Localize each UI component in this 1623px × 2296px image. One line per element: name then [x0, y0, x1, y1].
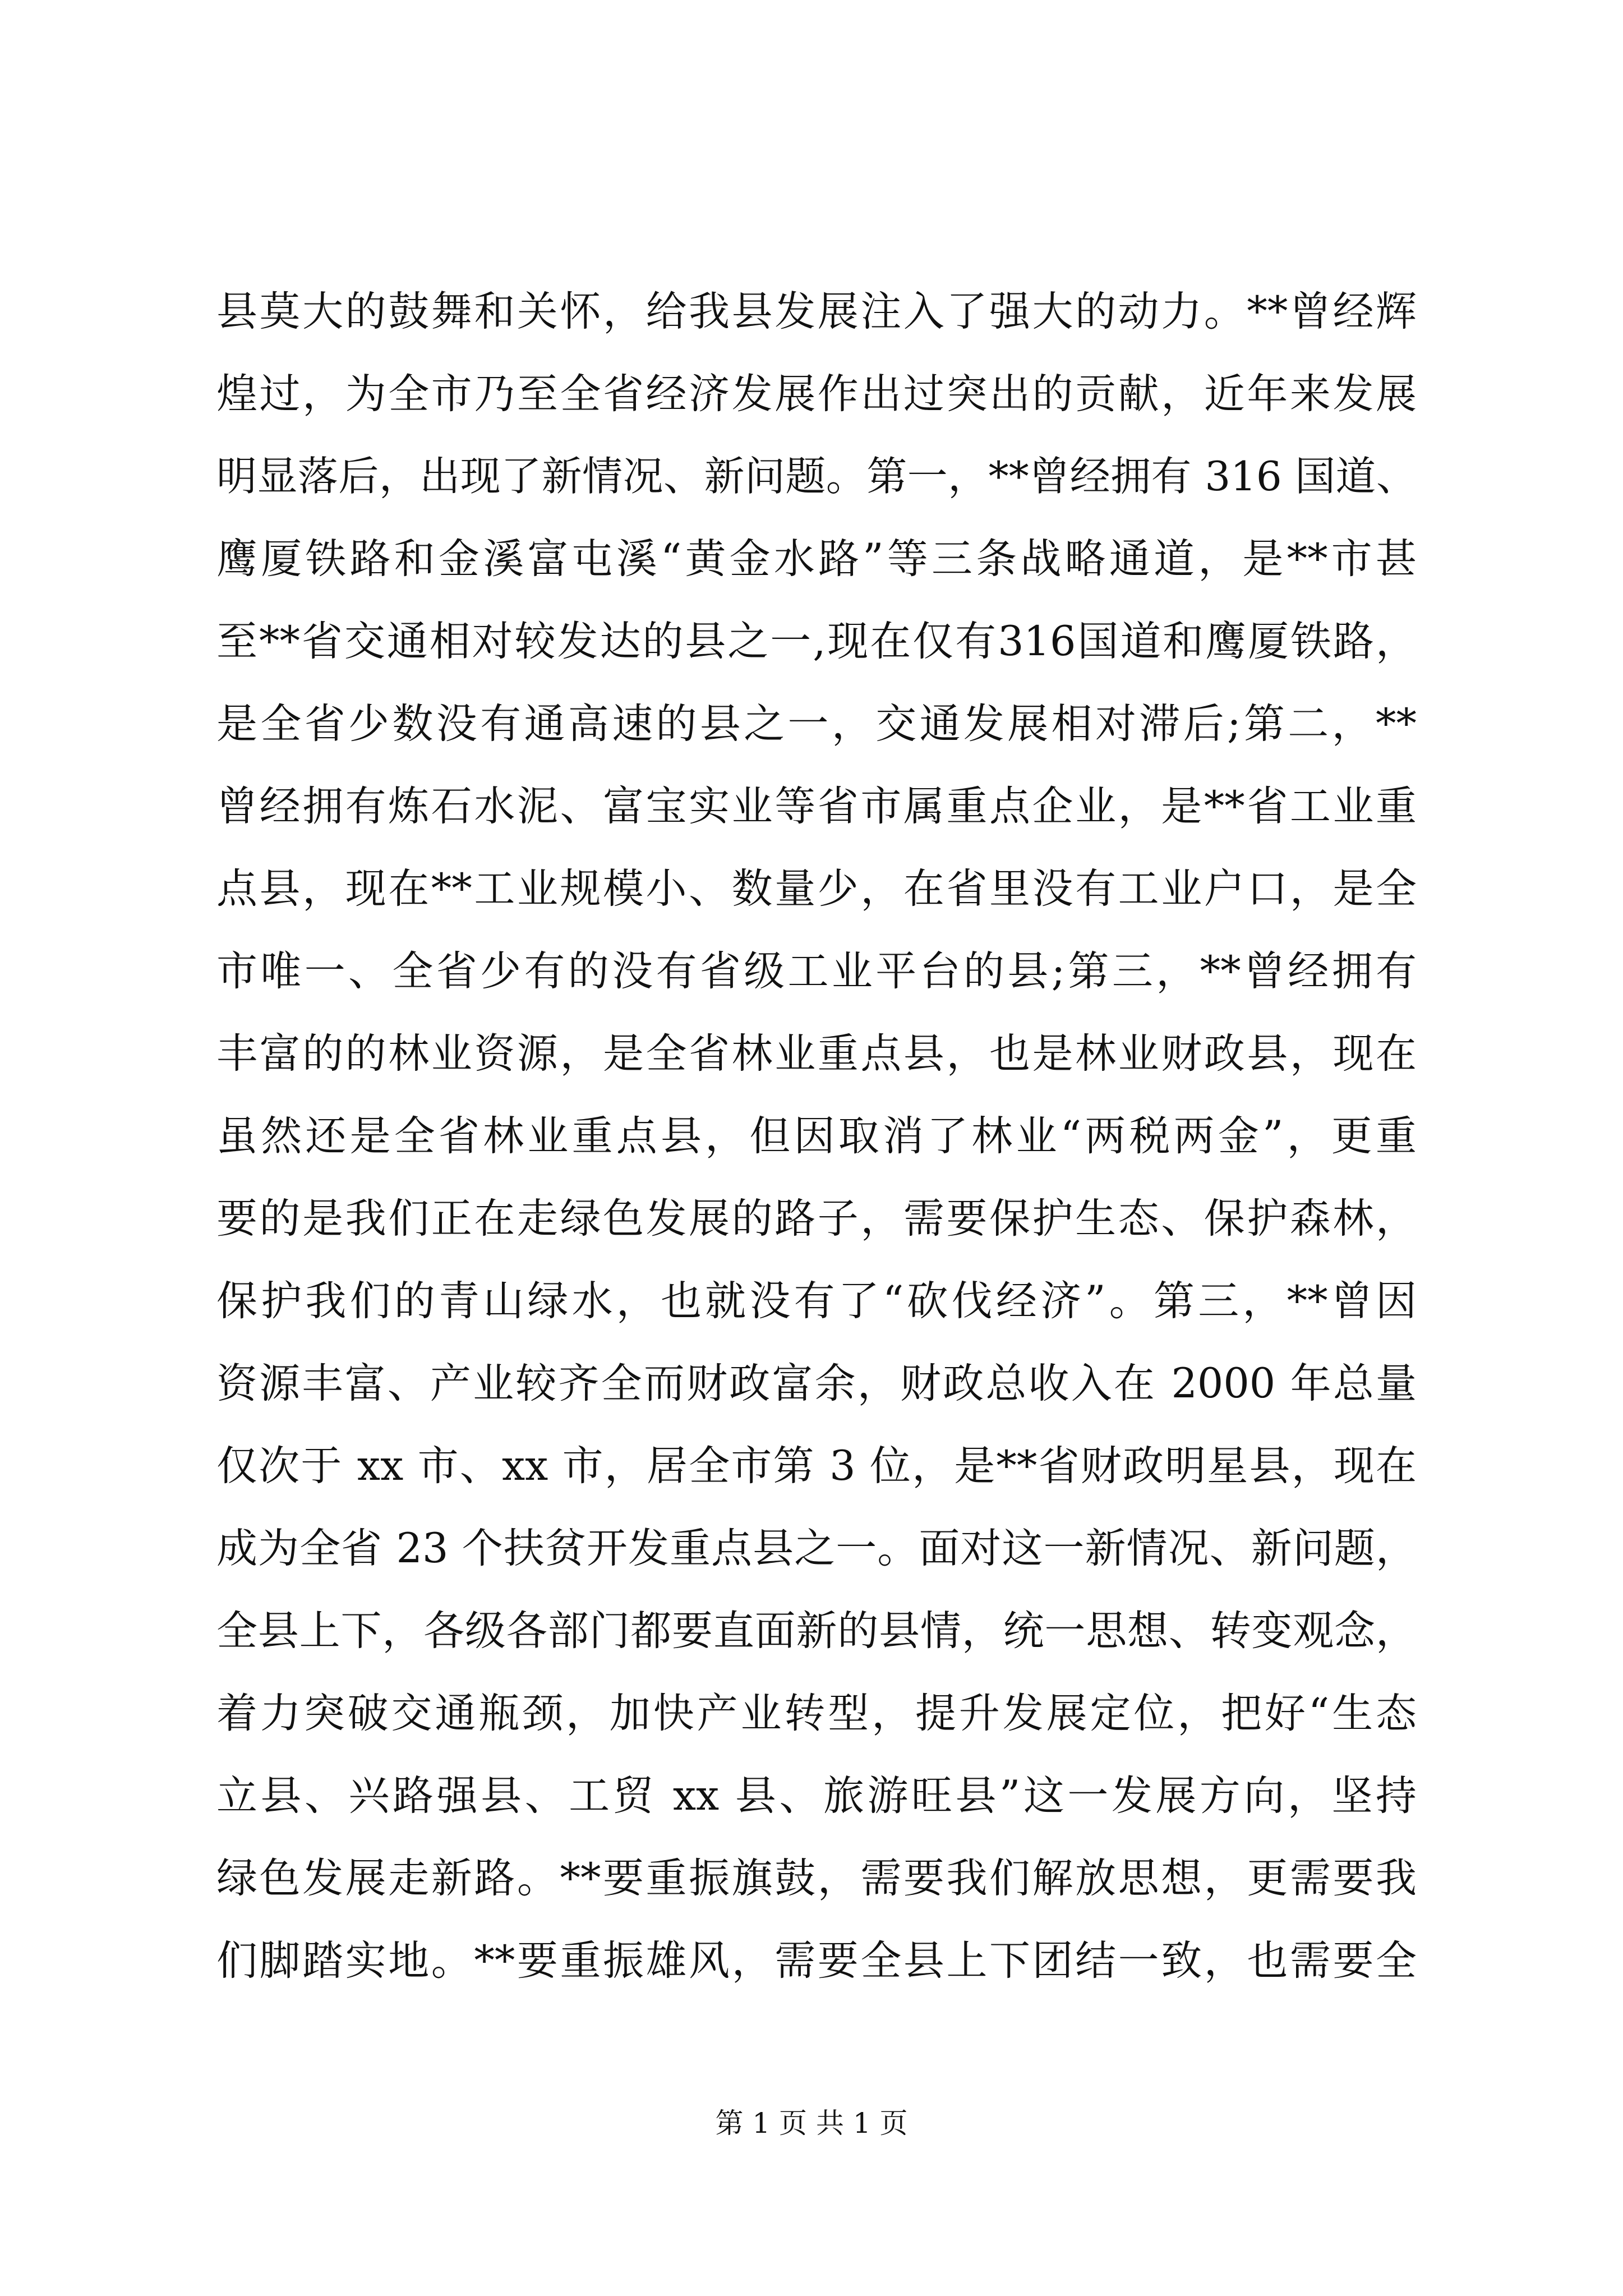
text-line: 煌过，为全市乃至全省经济发展作出过突出的贡献，近年来发展: [216, 370, 1417, 418]
text-line: 虽然还是全省林业重点县，但因取消了林业“两税两金”，更重: [216, 1112, 1417, 1160]
text-line: 是全省少数没有通高速的县之一，交通发展相对滞后;第二，**: [216, 700, 1417, 748]
text-line: 保护我们的青山绿水，也就没有了“砍伐经济”。第三，**曾因: [216, 1277, 1417, 1325]
text-line: 立县、兴路强县、工贸 xx 县、旅游旺县”这一发展方向，坚持: [216, 1772, 1417, 1820]
text-line: 县莫大的鼓舞和关怀，给我县发展注入了强大的动力。**曾经辉: [216, 288, 1417, 335]
text-line: 绿色发展走新路。**要重振旗鼓，需要我们解放思想，更需要我: [216, 1855, 1417, 1902]
text-line: 全县上下，各级各部门都要直面新的县情，统一思想、转变观念，: [216, 1607, 1417, 1655]
text-line: 市唯一、全省少有的没有省级工业平台的县;第三，**曾经拥有: [216, 947, 1417, 995]
text-line: 丰富的的林业资源，是全省林业重点县，也是林业财政县，现在: [216, 1030, 1417, 1078]
text-line: 曾经拥有炼石水泥、富宝实业等省市属重点企业，是**省工业重: [216, 783, 1417, 830]
text-line: 明显落后，出现了新情况、新问题。第一，**曾经拥有 316 国道、: [216, 453, 1417, 500]
body-text: [216, 270, 1417, 2002]
text-line: 成为全省 23 个扶贫开发重点县之一。面对这一新情况、新问题，: [216, 1525, 1417, 1572]
text-line: 点县，现在**工业规模小、数量少，在省里没有工业户口，是全: [216, 865, 1417, 913]
text-line: 资源丰富、产业较齐全而财政富余，财政总收入在 2000 年总量: [216, 1360, 1417, 1407]
text-line: 至**省交通相对较发达的县之一,现在仅有316国道和鹰厦铁路，: [216, 618, 1417, 665]
text-line: 着力突破交通瓶颈，加快产业转型，提升发展定位，把好“生态: [216, 1690, 1417, 1737]
text-line: 们脚踏实地。**要重振雄风，需要全县上下团结一致，也需要全: [216, 1937, 1417, 1985]
text-line: 要的是我们正在走绿色发展的路子，需要保护生态、保护森林，: [216, 1195, 1417, 1243]
text-line: 鹰厦铁路和金溪富屯溪“黄金水路”等三条战略通道，是**市甚: [216, 535, 1417, 583]
text-line: 仅次于 xx 市、xx 市，居全市第 3 位，是**省财政明星县，现在: [216, 1442, 1417, 1490]
page-footer: 第 1 页 共 1 页: [715, 2107, 908, 2139]
